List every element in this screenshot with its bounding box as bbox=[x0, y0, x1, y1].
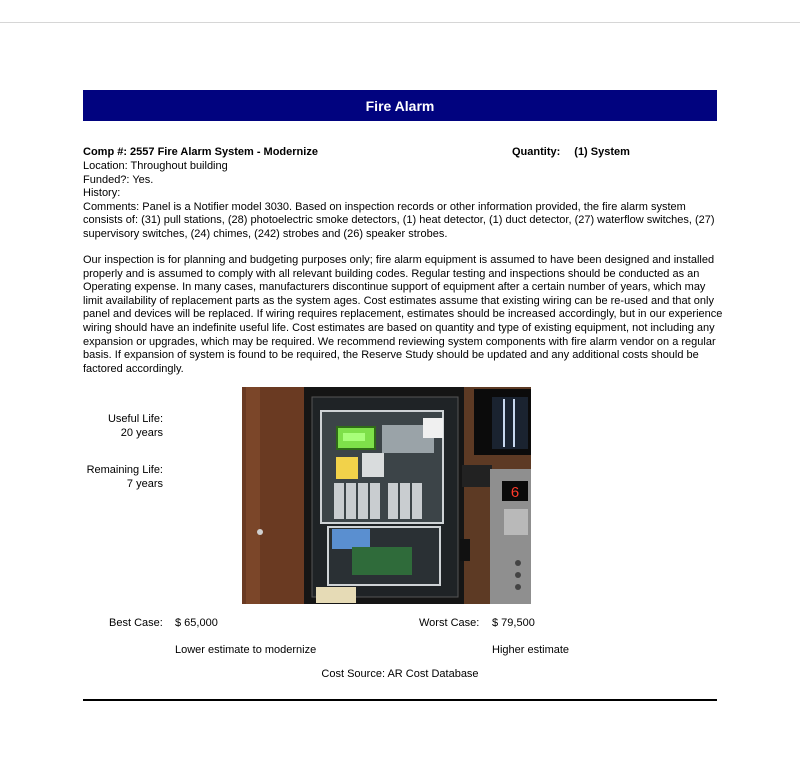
disclaimer-paragraph: Our inspection is for planning and budgeting purposes only; fire alarm equipment is assumed to have been designed and installed properly and is assumed to comply with all relevant building codes. Regular testing and inspections should be conducted as an Operating expense. In many cases, manufacturers discontinue support of equipment after a certain number of years, which may limit availability of replacement parts as the system ages. Cost estimates assume that existing wiring can be re-used and that only panel and devices will be replaced. If wiring requires replacement, estimates should be increased accordingly, but in our experience wiring should have an indefinite useful life. Cost estimates are based on quantity and type of existing equipment, not including any expansion or upgrades, which may be required. We recommend reviewing system components with fire alarm vendor on a regular basis. If expansion of system is found to be required, the Reserve Study should be updated and any additional costs should be factored accordingly. bbox=[83, 254, 723, 375]
location-text: Location: Throughout building bbox=[83, 160, 228, 172]
quantity-value: (1) System bbox=[574, 146, 630, 158]
best-case-note: Lower estimate to modernize bbox=[175, 644, 317, 656]
useful-life bbox=[60, 412, 163, 440]
comments-text: Comments: Panel is a Notifier model 3030. Based on inspection records or other information provided, the fire alarm system consists of: (31) pull stations, (28) photoelectric smoke detectors, (1) heat detector, (1) duct detector, (27) waterflow switches, (27) supervisory switches, (24) chimes, (242) strobes and (26) speaker strobes. bbox=[83, 200, 715, 240]
cost-source: Cost Source: AR Cost Database bbox=[321, 668, 479, 680]
bottom-divider bbox=[83, 699, 717, 701]
funded-text: Funded?: Yes. bbox=[83, 173, 154, 186]
remaining-life-value: 7 years bbox=[126, 478, 163, 490]
useful-life-label: Useful Life: bbox=[107, 413, 163, 425]
remaining-life-label: Remaining Life: bbox=[86, 464, 163, 476]
worst-case-note: Higher estimate bbox=[492, 644, 570, 656]
component-info bbox=[83, 160, 723, 241]
section-title: Fire Alarm bbox=[365, 97, 435, 114]
best-case-value: $ 65,000 bbox=[175, 617, 218, 629]
fire-alarm-panel-photo bbox=[242, 387, 531, 604]
top-divider bbox=[0, 22, 800, 23]
quantity bbox=[512, 146, 630, 158]
panel-display-digit: 6 bbox=[510, 485, 520, 502]
worst-case-label: Worst Case: bbox=[419, 617, 480, 629]
remaining-life bbox=[60, 463, 163, 491]
worst-case-value: $ 79,500 bbox=[492, 617, 535, 629]
history-text: History: bbox=[83, 187, 121, 199]
section-banner bbox=[83, 90, 717, 121]
component-title: Comp #: 2557 Fire Alarm System - Modernize bbox=[83, 146, 318, 158]
best-case-label: Best Case: bbox=[109, 617, 163, 629]
useful-life-value: 20 years bbox=[120, 427, 163, 439]
quantity-label: Quantity: bbox=[512, 146, 561, 158]
